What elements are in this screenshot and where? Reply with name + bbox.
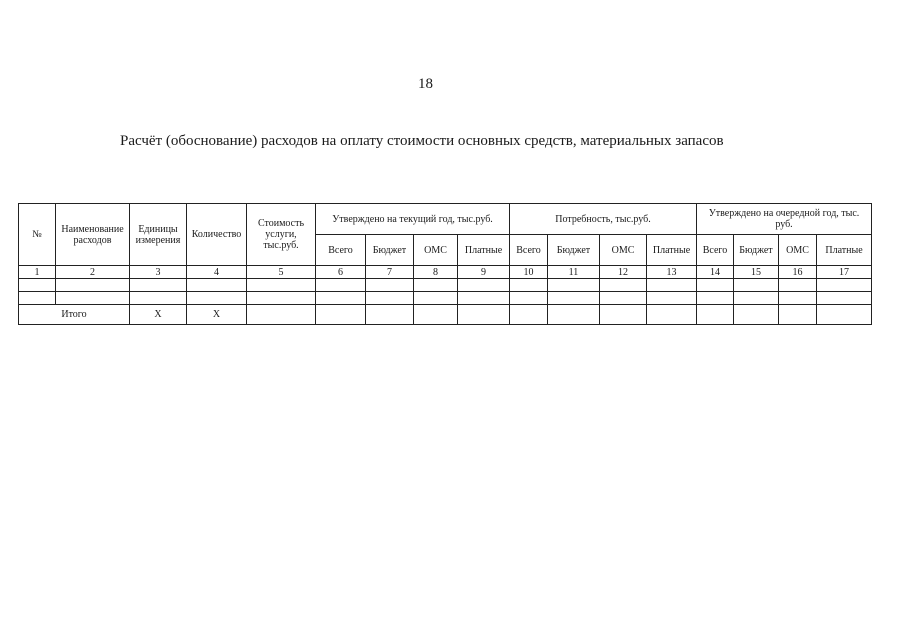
- column-number: 1: [19, 266, 56, 279]
- table-cell: [600, 305, 647, 325]
- page-number: 18: [418, 76, 433, 92]
- table-cell: [647, 292, 697, 305]
- table-cell: [779, 279, 817, 292]
- column-number: 11: [548, 266, 600, 279]
- header-sub-total: Всего: [316, 235, 366, 266]
- header-sub-oms: ОМС: [600, 235, 647, 266]
- table-cell: [458, 279, 510, 292]
- column-number: 17: [817, 266, 872, 279]
- table-cell: [247, 305, 316, 325]
- table-cell: [414, 292, 458, 305]
- table-cell: [316, 279, 366, 292]
- header-sub-paid: Платные: [458, 235, 510, 266]
- column-number: 2: [56, 266, 130, 279]
- table-cell: [779, 305, 817, 325]
- column-number: 16: [779, 266, 817, 279]
- table-cell: [734, 292, 779, 305]
- table-cell: [414, 279, 458, 292]
- header-units: Единицы измерения: [130, 204, 187, 266]
- table-cell: [414, 305, 458, 325]
- table-cell: [600, 292, 647, 305]
- table-cell: [697, 279, 734, 292]
- table-cell: [56, 279, 130, 292]
- table-cell: [734, 305, 779, 325]
- table-cell: [779, 292, 817, 305]
- table-cell: [458, 292, 510, 305]
- table-cell: [366, 292, 414, 305]
- table-cell: [316, 292, 366, 305]
- table-cell: [697, 292, 734, 305]
- table-cell: [130, 279, 187, 292]
- header-sub-paid: Платные: [647, 235, 697, 266]
- total-row: [19, 305, 872, 325]
- table-cell: [548, 292, 600, 305]
- header-row-groups: [19, 204, 872, 235]
- table-cell: [187, 279, 247, 292]
- header-group-need: Потребность, тыс.руб.: [510, 204, 697, 235]
- header-cost: Стоимость услуги, тыс.руб.: [247, 204, 316, 266]
- table-cell: [510, 305, 548, 325]
- header-sub-total: Всего: [697, 235, 734, 266]
- column-number: 8: [414, 266, 458, 279]
- column-number: 15: [734, 266, 779, 279]
- table-cell: [817, 305, 872, 325]
- table-cell: [647, 279, 697, 292]
- header-sub-oms: ОМС: [779, 235, 817, 266]
- column-number: 14: [697, 266, 734, 279]
- table-cell: [647, 305, 697, 325]
- column-number: 9: [458, 266, 510, 279]
- table-cell: [130, 292, 187, 305]
- table-cell: [247, 279, 316, 292]
- total-units: Х: [130, 305, 187, 325]
- expense-calculation-table: [18, 203, 872, 325]
- column-number: 10: [510, 266, 548, 279]
- header-sub-budget: Бюджет: [548, 235, 600, 266]
- table-cell: [734, 279, 779, 292]
- header-sub-paid: Платные: [817, 235, 872, 266]
- table-row: [19, 279, 872, 292]
- header-sub-budget: Бюджет: [366, 235, 414, 266]
- header-group-current-year: Утверждено на текущий год, тыс.руб.: [316, 204, 510, 235]
- column-number: 5: [247, 266, 316, 279]
- table-cell: [697, 305, 734, 325]
- table-cell: [366, 279, 414, 292]
- table-cell: [510, 279, 548, 292]
- total-quantity: Х: [187, 305, 247, 325]
- header-group-next-year: Утверждено на очередной год, тыс. руб.: [697, 204, 872, 235]
- table-cell: [316, 305, 366, 325]
- total-label: Итого: [19, 305, 130, 325]
- header-sub-budget: Бюджет: [734, 235, 779, 266]
- table-cell: [510, 292, 548, 305]
- header-sub-oms: ОМС: [414, 235, 458, 266]
- table-cell: [600, 279, 647, 292]
- table-row: [19, 292, 872, 305]
- table-cell: [19, 292, 56, 305]
- table-cell: [817, 292, 872, 305]
- column-number: 12: [600, 266, 647, 279]
- table-cell: [548, 305, 600, 325]
- column-number: 6: [316, 266, 366, 279]
- table-cell: [458, 305, 510, 325]
- column-number: 7: [366, 266, 414, 279]
- header-name: Наименование расходов: [56, 204, 130, 266]
- column-number: 3: [130, 266, 187, 279]
- table-cell: [187, 292, 247, 305]
- column-number-row: [19, 266, 872, 279]
- column-number: 13: [647, 266, 697, 279]
- table-cell: [56, 292, 130, 305]
- table-cell: [19, 279, 56, 292]
- table-cell: [366, 305, 414, 325]
- table-cell: [548, 279, 600, 292]
- header-sub-total: Всего: [510, 235, 548, 266]
- table-cell: [817, 279, 872, 292]
- column-number: 4: [187, 266, 247, 279]
- table-cell: [247, 292, 316, 305]
- document-title: Расчёт (обоснование) расходов на оплату стоимости основных средств, материальных запасов: [120, 133, 724, 149]
- header-quantity: Количество: [187, 204, 247, 266]
- header-no: №: [19, 204, 56, 266]
